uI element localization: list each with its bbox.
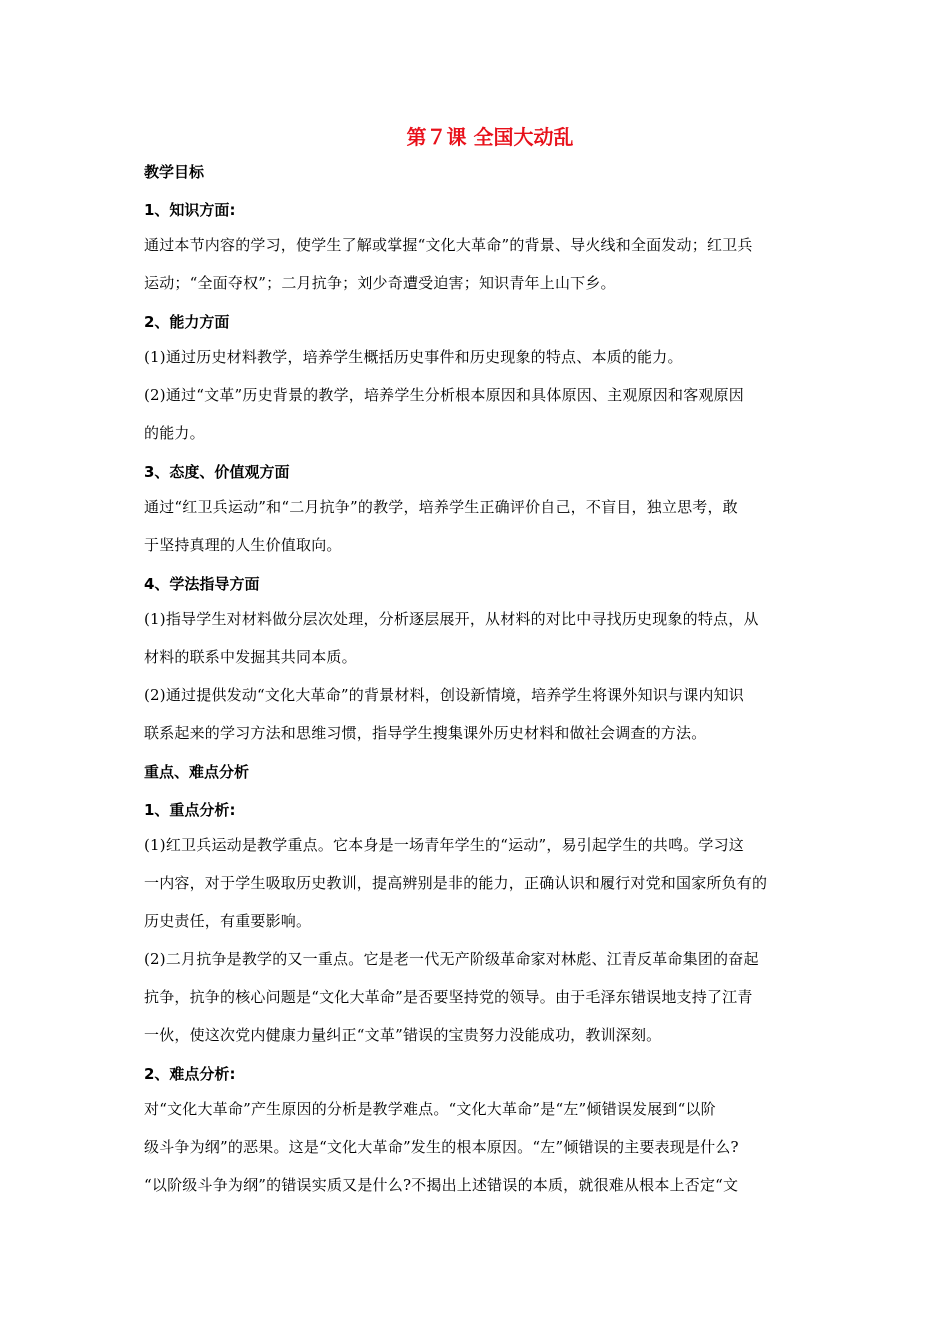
paragraph (144, 488, 834, 564)
paragraph-line: (2)二月抗争是教学的又一重点。它是老一代无产阶级革命家对林彪、江青反革命集团的奋起 (144, 950, 759, 968)
paragraph (144, 600, 834, 676)
paragraph-line: 运动；“全面夺权”；二月抗争；刘少奇遭受迫害；知识青年上山下乡。 (144, 274, 616, 292)
section-heading: 1、重点分析: (144, 801, 236, 819)
paragraph-line: (2)通过“文革”历史背景的教学，培养学生分析根本原因和具体原因、主观原因和客观原因 (144, 386, 744, 404)
section-heading: 4、学法指导方面 (144, 575, 260, 593)
paragraph (144, 676, 834, 752)
paragraph (144, 826, 834, 940)
paragraph (144, 376, 834, 452)
paragraph (144, 338, 834, 376)
paragraph-line: 一内容，对于学生吸取历史教训，提高辨别是非的能力，正确认识和履行对党和国家所负有的 (144, 874, 768, 892)
paragraph-line: (1)红卫兵运动是教学重点。它本身是一场青年学生的“运动”，易引起学生的共鸣。学习这 (144, 836, 744, 854)
paragraph-line: 历史责任，有重要影响。 (144, 912, 312, 930)
paragraph-line: 通过本节内容的学习，使学生了解或掌握“文化大革命”的背景、导火线和全面发动；红卫兵 (144, 236, 753, 254)
paragraph-line: 抗争，抗争的核心问题是“文化大革命”是否要坚持党的领导。由于毛泽东错误地支持了江青 (144, 988, 753, 1006)
paragraph-line: 联系起来的学习方法和思维习惯，指导学生搜集课外历史材料和做社会调查的方法。 (144, 724, 707, 742)
section-heading: 2、能力方面 (144, 313, 230, 331)
section-heading: 3、态度、价值观方面 (144, 463, 290, 481)
paragraph-line: 通过“红卫兵运动”和“二月抗争”的教学，培养学生正确评价自己，不盲目，独立思考，敢 (144, 498, 738, 516)
paragraph-line: (2)通过提供发动“文化大革命”的背景材料，创设新情境，培养学生将课外知识与课内知识 (144, 686, 744, 704)
paragraph-line: 材料的联系中发掘其共同本质。 (144, 648, 357, 666)
section-heading: 重点、难点分析 (144, 763, 250, 781)
paragraph-line: 于坚持真理的人生价值取向。 (144, 536, 342, 554)
paragraph-line: (1)指导学生对材料做分层次处理，分析逐层展开，从材料的对比中寻找历史现象的特点，从 (144, 610, 759, 628)
paragraph (144, 226, 834, 302)
section-heading: 1、知识方面: (144, 201, 236, 219)
paragraph-line: “以阶级斗争为纲”的错误实质又是什么?不揭出上述错误的本质，就很难从根本上否定“文 (144, 1176, 739, 1194)
section-heading: 教学目标 (144, 163, 205, 181)
paragraph-line: 的能力。 (144, 424, 205, 442)
paragraph-line: 一伙，使这次党内健康力量纠正“文革”错误的宝贵努力没能成功，教训深刻。 (144, 1026, 662, 1044)
paragraph (144, 1090, 834, 1204)
page-title: 第７课 全国大动乱 (406, 125, 574, 149)
paragraph-line: 级斗争为纲”的恶果。这是“文化大革命”发生的根本原因。“左”倾错误的主要表现是什么? (144, 1138, 739, 1156)
paragraph (144, 940, 834, 1054)
paragraph-line: 对“文化大革命”产生原因的分析是教学难点。“文化大革命”是“左”倾错误发展到“以阶 (144, 1100, 716, 1118)
section-heading: 2、难点分析: (144, 1065, 236, 1083)
paragraph-line: (1)通过历史材料教学，培养学生概括历史事件和历史现象的特点、本质的能力。 (144, 348, 683, 366)
